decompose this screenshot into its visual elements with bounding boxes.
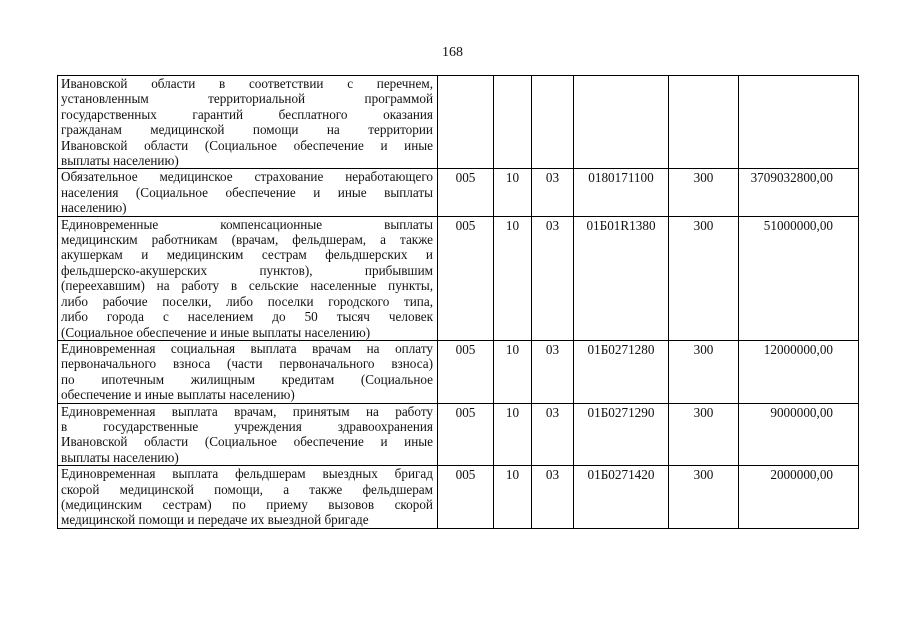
description-line: Обязательное медицинское страхование неработающего xyxy=(61,169,433,185)
description-line: Единовременная социальная выплата врачам на оплату xyxy=(61,340,433,356)
cell-expense-type: 300 xyxy=(669,216,739,340)
description-line: медицинской помощи и передаче их выездной бригаде xyxy=(61,512,369,528)
description-line: Единовременные компенсационные выплаты xyxy=(61,216,433,232)
cell-grbs: 005 xyxy=(438,466,494,529)
description-line: населению) xyxy=(61,200,127,216)
cell-grbs: 005 xyxy=(438,340,494,403)
cell-subsection: 03 xyxy=(532,466,574,529)
cell-target-article xyxy=(574,76,669,169)
description-line: Единовременная выплата врачам, принятым на работу xyxy=(61,403,433,419)
cell-target-article: 01Б0271290 xyxy=(574,403,669,466)
cell-section: 10 xyxy=(494,216,532,340)
table-row xyxy=(58,340,859,403)
cell-expense-type: 300 xyxy=(669,466,739,529)
cell-amount xyxy=(739,76,859,169)
cell-section xyxy=(494,76,532,169)
table-row xyxy=(58,76,859,169)
cell-grbs xyxy=(438,76,494,169)
table-row xyxy=(58,169,859,216)
cell-description xyxy=(58,76,438,169)
cell-description xyxy=(58,340,438,403)
description-line: выплаты населению) xyxy=(61,153,179,169)
budget-table xyxy=(57,75,859,529)
description-line: либо города с населением до 50 тысяч человек xyxy=(61,309,433,325)
cell-description xyxy=(58,169,438,216)
cell-amount: 3709032800,00 xyxy=(739,169,859,216)
cell-expense-type: 300 xyxy=(669,340,739,403)
description-line: фельдшерско-акушерских пунктов), прибывшим xyxy=(61,262,433,278)
cell-subsection: 03 xyxy=(532,169,574,216)
description-line: гражданам медицинской помощи на территории xyxy=(61,122,433,138)
description-line: Ивановской области (Социальное обеспечение и иные xyxy=(61,434,433,450)
description-line: (переехавшим) на работу в сельские населенные пункты, xyxy=(61,278,433,294)
table-row xyxy=(58,403,859,466)
description-line: первоначального взноса (части первоначального взноса) xyxy=(61,356,433,372)
cell-expense-type xyxy=(669,76,739,169)
table-row xyxy=(58,466,859,529)
cell-section: 10 xyxy=(494,403,532,466)
description-line: Ивановской области (Социальное обеспечение и иные xyxy=(61,137,433,153)
cell-expense-type: 300 xyxy=(669,403,739,466)
page-number: 168 xyxy=(442,45,463,60)
cell-description xyxy=(58,466,438,529)
cell-target-article: 01Б0271280 xyxy=(574,340,669,403)
cell-subsection: 03 xyxy=(532,403,574,466)
cell-subsection xyxy=(532,76,574,169)
cell-subsection: 03 xyxy=(532,340,574,403)
description-line: (медицинским сестрам) по приему вызовов скорой xyxy=(61,496,433,512)
description-line: в государственные учреждения здравоохранения xyxy=(61,418,433,434)
description-line: Ивановской области в соответствии с перечнем, xyxy=(61,76,433,91)
description-line: акушеркам и медицинским сестрам фельдшерских и xyxy=(61,247,433,263)
cell-amount: 51000000,00 xyxy=(739,216,859,340)
description-line: медицинским работникам (врачам, фельдшерам, а также xyxy=(61,232,433,248)
cell-target-article: 0180171100 xyxy=(574,169,669,216)
cell-amount: 12000000,00 xyxy=(739,340,859,403)
cell-target-article: 01Б0271420 xyxy=(574,466,669,529)
cell-grbs: 005 xyxy=(438,216,494,340)
description-line: либо рабочие поселки, либо поселки городского типа, xyxy=(61,293,433,309)
cell-target-article: 01Б01R1380 xyxy=(574,216,669,340)
cell-amount: 2000000,00 xyxy=(739,466,859,529)
description-line: обеспечение и иные выплаты населению) xyxy=(61,387,295,403)
description-line: по ипотечным жилищным кредитам (Социальное xyxy=(61,371,433,387)
cell-grbs: 005 xyxy=(438,403,494,466)
cell-expense-type: 300 xyxy=(669,169,739,216)
cell-section: 10 xyxy=(494,340,532,403)
cell-description xyxy=(58,403,438,466)
cell-section: 10 xyxy=(494,466,532,529)
description-line: населения (Социальное обеспечение и иные выплаты xyxy=(61,184,433,200)
description-line: выплаты населению) xyxy=(61,449,179,465)
cell-description xyxy=(58,216,438,340)
table-row xyxy=(58,216,859,340)
description-line: скорой медицинской помощи, а также фельдшерам xyxy=(61,481,433,497)
cell-amount: 9000000,00 xyxy=(739,403,859,466)
description-line: Единовременная выплата фельдшерам выездных бригад xyxy=(61,466,433,482)
cell-grbs: 005 xyxy=(438,169,494,216)
description-line: (Социальное обеспечение и иные выплаты населению) xyxy=(61,324,371,340)
cell-subsection: 03 xyxy=(532,216,574,340)
cell-section: 10 xyxy=(494,169,532,216)
description-line: установленным территориальной программой xyxy=(61,91,433,107)
description-line: государственных гарантий бесплатного оказания xyxy=(61,106,433,122)
